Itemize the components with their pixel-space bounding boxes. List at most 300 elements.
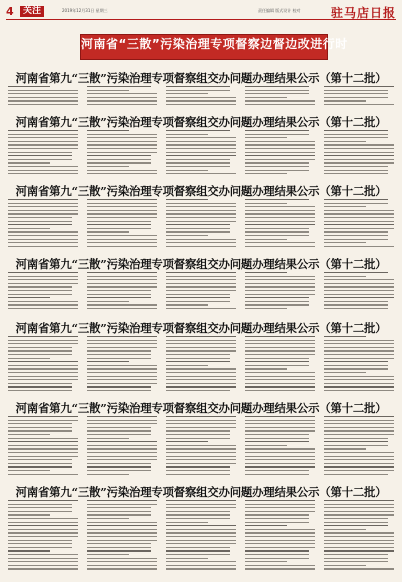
text-line — [87, 173, 157, 174]
notice-block — [8, 480, 394, 576]
text-line — [166, 441, 208, 442]
text-line — [166, 350, 236, 351]
text-line — [245, 565, 315, 566]
text-line — [87, 343, 157, 344]
text-line — [245, 511, 315, 512]
notice-block — [8, 252, 394, 316]
text-line — [87, 294, 151, 295]
text-line — [8, 246, 78, 247]
text-line — [166, 525, 236, 526]
text-line — [324, 100, 366, 101]
text-line — [166, 459, 236, 460]
text-line — [8, 159, 72, 160]
text-line — [8, 550, 50, 551]
text-line — [166, 383, 236, 384]
text-line — [324, 511, 394, 512]
text-line — [245, 155, 315, 156]
text-line — [87, 565, 157, 566]
text-line — [166, 221, 236, 222]
text-line — [166, 504, 236, 505]
text-line — [8, 206, 78, 207]
text-line — [166, 550, 230, 551]
text-line — [8, 294, 72, 295]
text-line — [245, 361, 309, 362]
text-line — [87, 376, 157, 377]
text-line — [324, 448, 366, 449]
text-line — [324, 550, 394, 551]
text-line — [87, 203, 157, 204]
text-line — [166, 290, 236, 291]
text-line — [245, 504, 315, 505]
text-line — [245, 130, 309, 131]
text-line — [324, 148, 394, 149]
text-line — [245, 173, 287, 174]
text-line — [8, 430, 72, 431]
text-line — [166, 286, 236, 287]
text-line — [166, 100, 236, 101]
text-line — [87, 383, 157, 384]
text-line — [324, 416, 394, 417]
text-line — [87, 235, 157, 236]
text-line — [166, 358, 230, 359]
text-line — [8, 144, 78, 145]
text-line — [8, 441, 78, 442]
text-line — [87, 141, 157, 142]
text-line — [87, 130, 129, 131]
text-line — [245, 203, 287, 204]
text-line — [245, 210, 315, 211]
text-line — [324, 554, 388, 555]
text-line — [245, 224, 315, 225]
notice-block — [8, 316, 394, 396]
text-line — [324, 294, 394, 295]
text-line — [245, 162, 309, 163]
text-line — [245, 159, 315, 160]
text-line — [324, 427, 394, 428]
text-line — [87, 540, 157, 541]
text-line — [87, 137, 157, 138]
text-line — [245, 354, 315, 355]
text-line — [324, 518, 388, 519]
text-line — [8, 558, 78, 559]
text-line — [245, 430, 315, 431]
text-line — [245, 199, 309, 200]
text-line — [87, 228, 151, 229]
text-line — [245, 372, 315, 373]
text-line — [87, 152, 157, 153]
text-line — [87, 290, 151, 291]
text-line — [245, 554, 309, 555]
text-line — [166, 466, 230, 467]
text-line — [87, 452, 157, 453]
text-line — [324, 466, 394, 467]
text-line — [324, 430, 394, 431]
text-line — [245, 217, 315, 218]
text-line — [8, 561, 78, 562]
text-line — [166, 228, 230, 229]
text-line — [245, 376, 315, 377]
text-line — [87, 90, 129, 91]
text-line — [87, 504, 157, 505]
text-line — [245, 532, 315, 533]
text-line — [8, 536, 78, 537]
text-line — [8, 239, 78, 240]
text-line — [8, 104, 78, 105]
text-line — [87, 463, 151, 464]
text-line — [8, 137, 78, 138]
text-line — [87, 423, 157, 424]
text-line — [245, 474, 309, 475]
text-line — [166, 500, 236, 501]
text-line — [8, 336, 78, 337]
text-line — [8, 525, 78, 526]
notice-title: 河南省第九“三散”污染治理专项督察组交办问题办理结果公示（第十二批） — [15, 321, 387, 335]
text-line — [166, 294, 230, 295]
text-line — [166, 558, 208, 559]
text-line — [324, 279, 394, 280]
text-line — [87, 547, 151, 548]
text-line — [87, 379, 157, 380]
text-line — [8, 203, 78, 204]
text-line — [87, 286, 157, 287]
text-line — [87, 459, 157, 460]
text-line — [324, 536, 394, 537]
text-line — [245, 416, 315, 417]
text-line — [324, 134, 388, 135]
text-line — [166, 235, 208, 236]
text-line — [324, 242, 366, 243]
text-line — [245, 304, 309, 305]
text-line — [8, 199, 78, 200]
text-line — [324, 561, 388, 562]
text-line — [87, 301, 129, 302]
text-line — [245, 368, 287, 369]
text-line — [166, 130, 230, 131]
text-line — [166, 456, 236, 457]
text-line — [166, 474, 230, 475]
text-line — [324, 500, 394, 501]
text-line — [8, 231, 78, 232]
text-line — [245, 350, 315, 351]
text-line — [166, 511, 230, 512]
text-line — [166, 279, 236, 280]
text-line — [245, 456, 315, 457]
text-line — [8, 347, 72, 348]
text-line — [166, 340, 236, 341]
text-line — [166, 347, 236, 348]
text-line — [8, 427, 72, 428]
text-line — [166, 372, 236, 373]
text-line — [87, 272, 157, 273]
text-line — [8, 532, 78, 533]
text-line — [87, 97, 157, 98]
text-line — [245, 206, 315, 207]
text-line — [8, 474, 78, 475]
text-line — [166, 554, 230, 555]
text-line — [324, 141, 366, 142]
text-line — [245, 543, 315, 544]
text-line — [245, 500, 315, 501]
text-line — [324, 221, 394, 222]
text-line — [324, 235, 388, 236]
text-line — [245, 213, 315, 214]
text-line — [324, 340, 394, 341]
text-line — [166, 565, 236, 566]
text-line — [245, 427, 315, 428]
text-line — [87, 441, 157, 442]
text-line — [166, 206, 236, 207]
text-line — [324, 470, 394, 471]
text-line — [166, 532, 236, 533]
text-line — [324, 372, 366, 373]
text-line — [8, 504, 72, 505]
text-line — [87, 308, 157, 309]
text-line — [166, 104, 236, 105]
text-line — [8, 173, 78, 174]
text-line — [245, 137, 287, 138]
text-line — [324, 379, 394, 380]
text-line — [166, 217, 236, 218]
text-line — [8, 301, 78, 302]
text-line — [166, 239, 236, 240]
text-line — [8, 228, 50, 229]
text-line — [324, 343, 394, 344]
text-line — [8, 134, 78, 135]
text-line — [324, 459, 394, 460]
text-line — [245, 221, 315, 222]
text-line — [87, 148, 157, 149]
text-line — [166, 93, 208, 94]
editors-credit: 责任编辑 版式设计 校对 — [258, 8, 301, 13]
text-line — [87, 159, 151, 160]
text-line — [87, 210, 157, 211]
text-line — [324, 286, 394, 287]
text-line — [245, 144, 315, 145]
text-line — [8, 547, 72, 548]
issue-date: 2019年12月31日 星期三 — [62, 8, 108, 13]
text-line — [87, 340, 157, 341]
text-line — [245, 97, 287, 98]
text-line — [8, 365, 78, 366]
notice-block — [8, 179, 394, 252]
text-line — [166, 514, 230, 515]
text-line — [324, 203, 388, 204]
text-line — [87, 279, 157, 280]
text-line — [87, 170, 157, 171]
text-line — [8, 304, 78, 305]
text-line — [245, 558, 309, 559]
text-line — [8, 379, 78, 380]
text-line — [87, 518, 129, 519]
text-line — [166, 203, 236, 204]
text-line — [324, 86, 394, 87]
text-line — [324, 463, 394, 464]
text-line — [245, 93, 309, 94]
text-line — [324, 159, 394, 160]
text-line — [166, 518, 230, 519]
text-line — [166, 452, 236, 453]
notice-title: 河南省第九“三散”污染治理专项督察组交办问题办理结果公示（第十二批） — [15, 401, 387, 415]
text-line — [166, 540, 236, 541]
notice-title: 河南省第九“三散”污染治理专项督察组交办问题办理结果公示（第十二批） — [15, 257, 387, 271]
text-line — [166, 543, 236, 544]
text-line — [324, 308, 388, 309]
text-line — [87, 456, 157, 457]
text-line — [8, 554, 78, 555]
text-line — [166, 297, 230, 298]
text-line — [245, 568, 315, 569]
text-line — [166, 522, 208, 523]
text-line — [166, 547, 230, 548]
text-line — [324, 130, 388, 131]
text-line — [245, 336, 315, 337]
text-line — [166, 568, 236, 569]
text-line — [324, 239, 388, 240]
text-line — [87, 354, 151, 355]
text-line — [166, 368, 236, 369]
text-line — [87, 474, 129, 475]
text-line — [324, 173, 388, 174]
text-line — [245, 390, 315, 391]
text-line — [245, 170, 309, 171]
text-line — [8, 390, 72, 391]
text-line — [166, 386, 236, 387]
text-line — [8, 90, 78, 91]
text-line — [87, 221, 151, 222]
text-line — [166, 416, 236, 417]
text-line — [166, 246, 236, 247]
text-line — [166, 86, 230, 87]
text-line — [245, 550, 309, 551]
text-line — [245, 343, 315, 344]
text-line — [324, 228, 394, 229]
text-line — [166, 390, 230, 391]
text-line — [87, 361, 129, 362]
text-line — [245, 141, 315, 142]
text-line — [8, 340, 78, 341]
text-line — [324, 522, 388, 523]
text-line — [245, 386, 315, 387]
text-line — [8, 93, 78, 94]
text-line — [87, 558, 157, 559]
text-line — [245, 239, 287, 240]
text-line — [166, 272, 236, 273]
text-line — [87, 100, 157, 101]
text-line — [324, 144, 394, 145]
text-line — [87, 550, 151, 551]
text-line — [8, 383, 72, 384]
text-line — [245, 340, 315, 341]
text-line — [324, 368, 388, 369]
text-line — [245, 466, 315, 467]
text-line — [87, 470, 151, 471]
text-line — [166, 304, 208, 305]
text-line — [87, 427, 151, 428]
text-line — [8, 224, 72, 225]
text-line — [8, 466, 72, 467]
text-line — [8, 100, 78, 101]
text-line — [166, 173, 236, 174]
text-line — [8, 279, 78, 280]
text-line — [324, 423, 394, 424]
text-line — [8, 210, 78, 211]
text-line — [166, 448, 236, 449]
text-line — [166, 343, 236, 344]
text-line — [166, 561, 236, 562]
text-line — [87, 162, 151, 163]
text-line — [324, 336, 366, 337]
text-line — [8, 361, 78, 362]
text-line — [324, 290, 394, 291]
text-line — [324, 540, 394, 541]
text-line — [245, 529, 315, 530]
text-line — [324, 276, 366, 277]
text-line — [8, 130, 78, 131]
text-line — [8, 213, 78, 214]
text-line — [87, 144, 157, 145]
text-line — [245, 561, 287, 562]
text-line — [87, 246, 157, 247]
text-line — [166, 283, 236, 284]
text-line — [8, 568, 78, 569]
text-line — [166, 141, 236, 142]
text-line — [245, 448, 315, 449]
text-line — [8, 350, 72, 351]
text-line — [324, 543, 394, 544]
text-line — [8, 148, 78, 149]
text-line — [324, 213, 394, 214]
text-line — [8, 372, 78, 373]
text-line — [245, 463, 315, 464]
text-line — [324, 170, 388, 171]
text-line — [245, 104, 315, 105]
text-line — [245, 242, 315, 243]
text-line — [324, 568, 394, 569]
text-line — [87, 543, 151, 544]
text-line — [166, 242, 236, 243]
text-line — [8, 155, 72, 156]
text-line — [324, 383, 394, 384]
text-line — [166, 361, 230, 362]
text-line — [87, 434, 151, 435]
text-line — [324, 354, 394, 355]
text-line — [8, 272, 78, 273]
text-line — [87, 155, 151, 156]
text-line — [8, 358, 50, 359]
text-line — [324, 304, 388, 305]
text-line — [8, 463, 72, 464]
text-line — [245, 358, 309, 359]
text-line — [245, 290, 315, 291]
text-line — [87, 368, 157, 369]
text-line — [8, 507, 72, 508]
text-line — [324, 350, 394, 351]
text-line — [166, 301, 230, 302]
text-line — [8, 456, 78, 457]
text-line — [8, 416, 78, 417]
text-line — [87, 529, 157, 530]
text-line — [8, 420, 78, 421]
text-line — [245, 134, 309, 135]
text-line — [166, 148, 236, 149]
text-line — [166, 536, 236, 537]
text-line — [87, 532, 157, 533]
text-line — [8, 423, 72, 424]
text-line — [87, 224, 151, 225]
text-line — [324, 420, 394, 421]
text-line — [87, 554, 129, 555]
text-line — [324, 474, 388, 475]
